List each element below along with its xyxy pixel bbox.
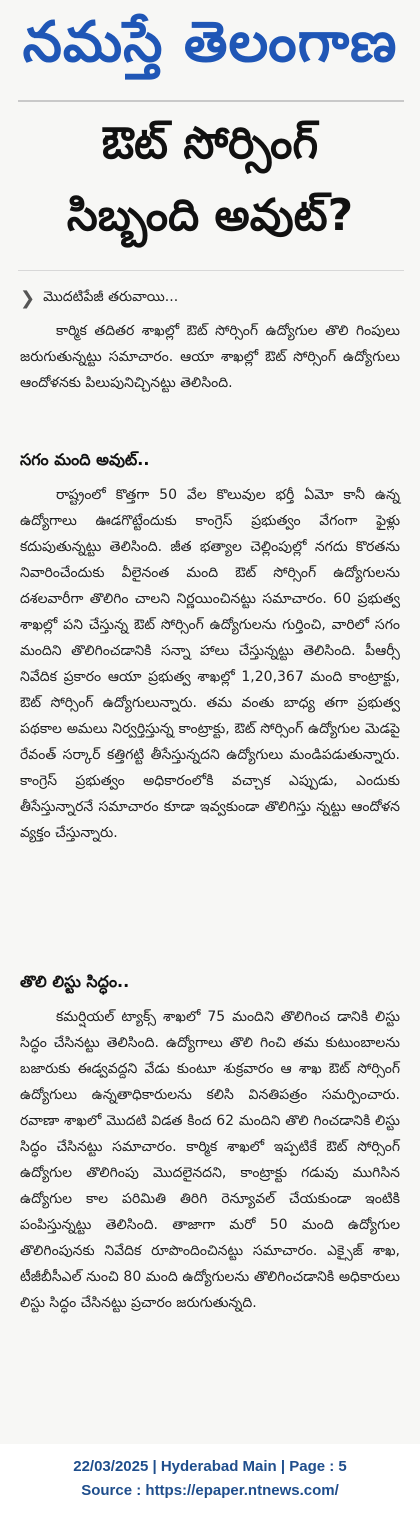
headline-line-2: సిబ్బంది అవుట్? bbox=[66, 190, 354, 241]
footer-date-edition: 22/03/2025 | Hyderabad Main | Page : 5 bbox=[73, 1458, 347, 1475]
section1-paragraph: రాష్ట్రంలో కొత్తగా 50 వేల కొలువుల భర్తీ ఏమో కానీ ఉన్న ఉద్యోగాలు ఊడగొట్టేందుకు కాంగ్రెస్ ప్రభుత్వం వేగంగా ఫైళ్లు కదుపుతున్నట్టు తెలిసింది. జీత భత్యాల చెల్లింపుల్లో నగదు కొరతను నివారించేందుకు వీలైనంత మంది ఔట్ సోర్సింగ్ ఉద్యోగులను దశలవారీగా తొలిగిం చాలని నిర్ణయించినట్టు సమాచారం. 60 ప్రభుత్వ శాఖల్లో పని చేస్తున్న ఔట్ సోర్సింగ్ ఉద్యోగులను గుర్తించి, వారిలో సగం మందిని తొలిగించడానికి సన్నా హాలు చేస్తున్నట్టు తెలిసింది. పీఆర్సీ నివేదిక ప్రకారం ఆయా ప్రభుత్వ శాఖల్లో 1,20,367 మంది కాంట్రాక్టు, ఔట్ సోర్సింగ్ ఉద్యోగులున్నారు. తమ వంతు బాధ్య తగా ప్రభుత్వ పథకాల అమలు నిర్వర్తిస్తున్న కాంట్రాక్టు, ఔట్ సోర్సింగ్ ఉద్యోగుల మెడపై రేవంత్ సర్కార్ కత్తిగట్టి తీసేస్తున్నదని ఉద్యోగులు మండిపడుతున్నారు. కాంగ్రెస్ ప్రభుత్వం అధికారంలోకి వచ్చాక ఎప్పుడు, ఎందుకు తీసేస్తున్నారనే సమాచారం కూడా ఇవ్వకుండా తొలిగిస్తు న్నట్టు ఆందోళన వ్యక్తం చేస్తున్నారు. bbox=[20, 487, 400, 841]
headline-divider bbox=[18, 270, 404, 271]
masthead-title: నమస్తే తెలంగాణ bbox=[22, 10, 398, 75]
chevron-right-icon: ❯ bbox=[20, 287, 36, 309]
section-heading-half-out: సగం మంది అవుట్.. bbox=[20, 450, 150, 469]
section2-paragraph: కమర్షియల్ ట్యాక్స్ శాఖలో 75 మందిని తొలిగించ డానికి లిస్టు సిద్ధం చేసినట్టు తెలిసింది. ఉద్యోగాలు తొలి గించి తమ కుటుంబాలను బజారుకు ఈడ్వవద్దని వేడు కుంటూ శుక్రవారం ఆ శాఖ ఔట్ సోర్సింగ్ ఉద్యోగులు ఉన్నతాధికారులను కలిసి వినతిపత్రం సమర్పించారు. రవాణా శాఖలో మొదటి విడత కింద 62 మందిని తొలి గించడానికి లిస్టు సిద్ధం చేసినట్టు సమాచారం. కార్మిక శాఖలో ఇప్పటికే ఔట్ సోర్సింగ్ ఉద్యోగుల తొలిగింపు మొదలైనదని, కాంట్రాక్టు గడువు ముగిసిన ఉద్యోగుల కాల పరిమితి తిరిగి రెన్యూవల్ చేయకుండా ఇంటికి పంపిస్తున్నట్టు తెలిసింది. తాజాగా మరో 50 మంది ఉద్యోగుల తొలిగింపునకు నివేదిక రూపొందించినట్టు సమాచారం. ఎక్సైజ్ శాఖ, టీజీబీసీఎల్ నుంచి 80 మంది ఉద్యోగులను తొలిగించడానికి అధికారులు లిస్టు సిద్ధం చేసినట్టు ప్రచారం జరుగుతున్నది. bbox=[20, 1009, 400, 1311]
headline-line-1: ఔట్ సోర్సింగ్ bbox=[101, 118, 319, 169]
continuation-label: మొదటిపేజీ తరువాయి... bbox=[43, 288, 179, 305]
section-heading-first-list: తొలి లిస్టు సిద్ధం.. bbox=[20, 972, 130, 991]
masthead-divider bbox=[18, 100, 404, 102]
continuation-note bbox=[20, 286, 400, 310]
footer-source: Source : https://epaper.ntnews.com/ bbox=[81, 1482, 339, 1499]
intro-paragraph: కార్మిక తదితర శాఖల్లో ఔట్ సోర్సింగ్ ఉద్యోగుల తొలి గింపులు జరుగుతున్నట్టు సమాచారం. ఆయా శాఖల్లో ఔట్ సోర్సింగ్ ఉద్యోగులు ఆందోళనకు పిలుపునిచ్చినట్టు తెలిసింది. bbox=[20, 323, 400, 391]
